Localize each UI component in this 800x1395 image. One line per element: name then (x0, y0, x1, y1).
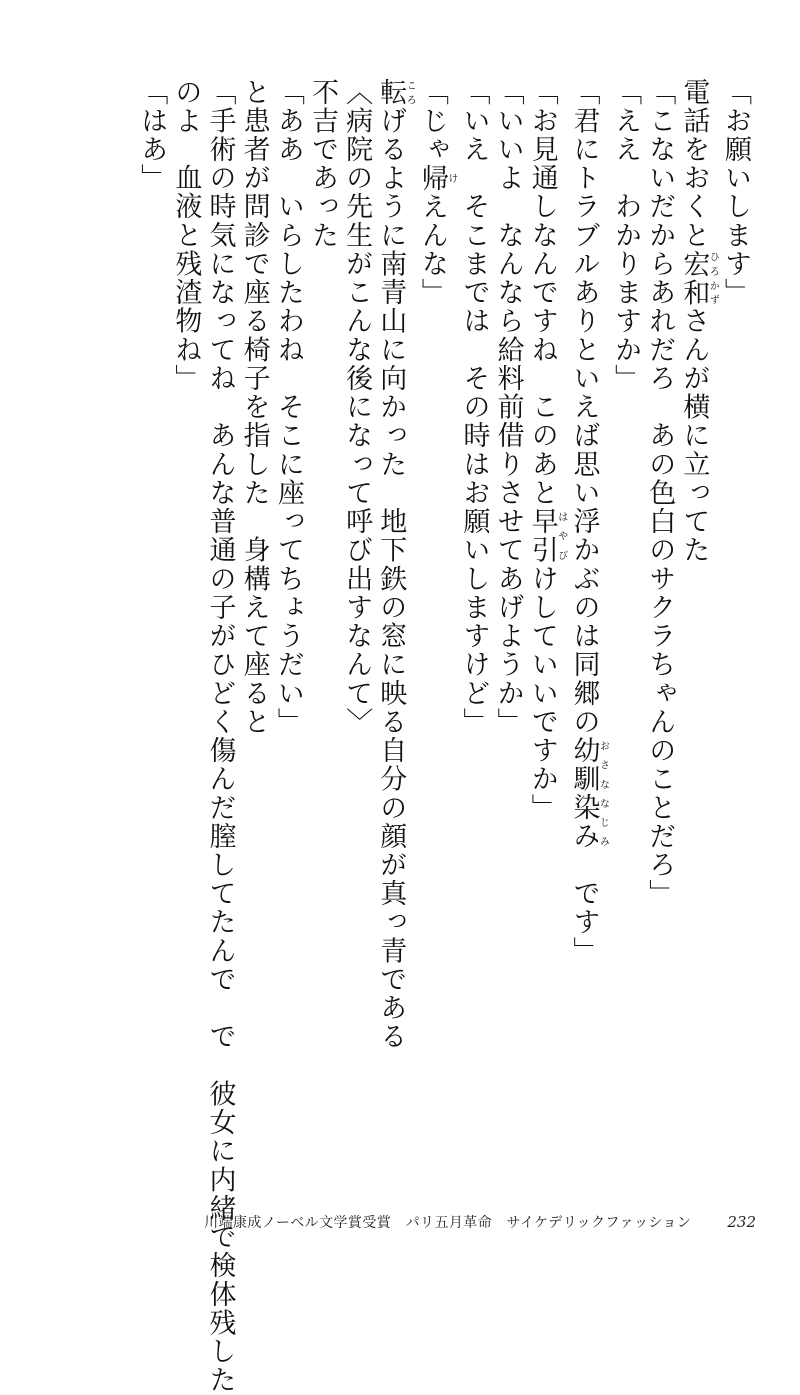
text-fragment: です」 (568, 850, 600, 966)
text-line-11: 〈病院の先生がこんな後になって呼び出すなんて〉 (341, 78, 373, 737)
text-line-10 (373, 78, 415, 1395)
text-line-14: と患者が問診で座る椅子を指した 身構えて座ると (238, 78, 270, 737)
text-line-13: 「ああ いらしたわね そこに座ってちょうだい」 (272, 78, 304, 737)
text-fragment: げるように南青山に向かった 地下鉄の窓に映る自分の顔が真っ青である (375, 106, 407, 1052)
ruby-reading-ke: け (445, 163, 457, 193)
text-fragment: 電話をおくと (678, 78, 710, 250)
ruby-reading-hayabi: はやび (555, 507, 567, 565)
text-fragment: えんな」 (416, 192, 448, 307)
text-fragment: さんが横に立ってた (678, 306, 710, 565)
text-line-9 (415, 78, 457, 1395)
text-line-3: 「こないだからあれだろ あの色白のサクラちゃんのことだろ」 (644, 78, 676, 908)
ruby-reading-hirokazu: ひろかず (707, 249, 719, 307)
ruby-koro: 転ころ (375, 78, 416, 107)
ruby-osananajimi: 幼馴染みおさななじみ (568, 736, 609, 851)
text-line-4: 「ええ わかりますか」 (610, 78, 642, 393)
ruby-ke: 帰け (416, 163, 457, 193)
text-line-15: 「手術の時気になってね あんな普通の子がひどく傷んだ膣してたんで で 彼女に内緒で検体残した (204, 78, 236, 1395)
running-title: 川端康成ノーベル文学賞受賞 パリ五月革命 サイケデリックファッション (204, 1215, 692, 1231)
ruby-reading-osananajimi: おさななじみ (597, 736, 609, 851)
page-number: 232 (727, 1213, 756, 1231)
text-line-6 (525, 78, 567, 1395)
text-fragment: 「お見通しなんですね このあと (526, 78, 558, 508)
ruby-reading-koro: ころ (404, 78, 416, 107)
text-fragment: 「じゃ (416, 78, 448, 164)
text-line-1: 「お願いします」 (720, 78, 751, 307)
text-line-5 (566, 78, 608, 1395)
page-footer (146, 1212, 756, 1232)
text-fragment: けしていいですか」 (526, 564, 558, 823)
text-line-12: 不吉であった (306, 78, 338, 250)
text-line-8: 「いえ そこまでは その時はお願いしますけど」 (458, 78, 490, 737)
text-line-7: 「いいよ なんなら給料前借りさせてあげようか」 (492, 78, 524, 737)
text-line-17: 「はあ」 (136, 78, 168, 193)
text-line-16: のよ 血液と残渣物ね」 (170, 78, 202, 393)
ruby-hayabi: 早引はやび (526, 507, 567, 565)
text-line-2 (676, 78, 718, 1395)
ruby-hirokazu: 宏和ひろかず (678, 249, 719, 307)
text-fragment: 「君にトラブルありといえば思い浮かぶのは同郷の (568, 78, 600, 737)
